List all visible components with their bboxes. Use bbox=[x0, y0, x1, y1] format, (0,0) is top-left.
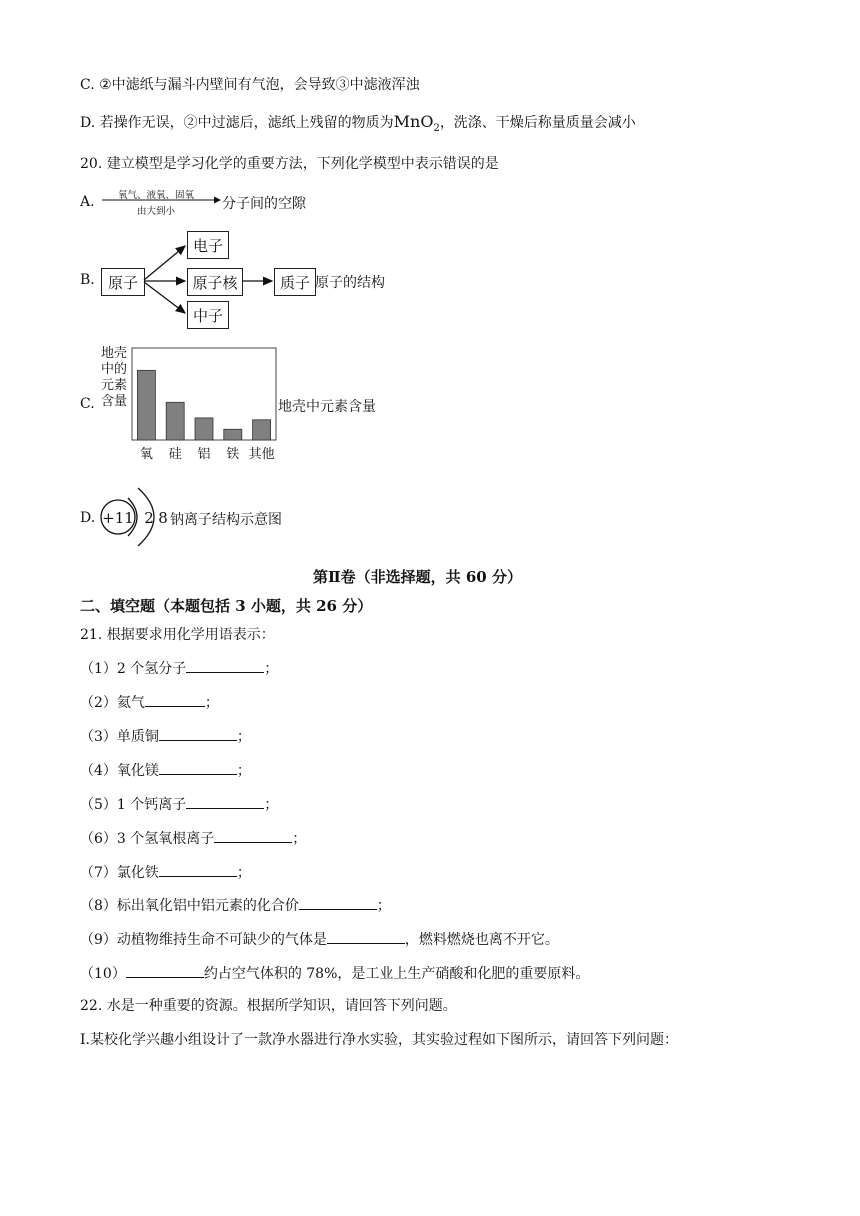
q19-option-d-text: D. 若操作无误，②中过滤后，滤纸上残留的物质为 bbox=[80, 115, 394, 131]
q19-option-d bbox=[80, 112, 636, 134]
nucleus-charge: +11 bbox=[102, 509, 134, 527]
q20-stem: 20. 建立模型是学习化学的重要方法，下列化学模型中表示错误的是 bbox=[80, 156, 499, 172]
answer-blank[interactable] bbox=[186, 794, 264, 809]
q21-item bbox=[80, 794, 278, 814]
crust-element-chart bbox=[96, 344, 278, 466]
q20-option-c-caption: 地壳中元素含量 bbox=[278, 399, 376, 415]
y-axis-label-line: 地壳 bbox=[100, 346, 128, 361]
q21-item bbox=[80, 760, 251, 780]
q20-option-c-letter: C. bbox=[80, 396, 95, 412]
sodium-ion-diagram bbox=[98, 478, 173, 556]
q21-item-prompt: （1）2 个氢分子 bbox=[80, 661, 187, 677]
q21-item-suffix: ； bbox=[236, 763, 251, 779]
q20-option-b-letter: B. bbox=[80, 272, 95, 288]
q21-item-prompt: （10） bbox=[80, 966, 126, 982]
q21-item-prompt: （3）单质铜 bbox=[80, 729, 159, 745]
answer-blank[interactable] bbox=[214, 828, 292, 843]
q21-item-prompt: （8）标出氧化铝中铝元素的化合价 bbox=[80, 898, 299, 914]
mno2-formula: MnO bbox=[393, 112, 434, 131]
x-tick-label: 铝 bbox=[197, 447, 211, 462]
answer-blank[interactable] bbox=[145, 692, 205, 707]
q21-item-suffix: ； bbox=[236, 729, 251, 745]
chart-bar bbox=[195, 418, 213, 440]
q21-item bbox=[80, 895, 391, 915]
neutron-box: 中子 bbox=[187, 301, 229, 329]
shell-2-electrons: 8 bbox=[158, 509, 168, 527]
q21-stem: 21. 根据要求用化学用语表示： bbox=[80, 627, 275, 643]
q21-item-suffix: 约占空气体积的 78%，是工业上生产硝酸和化肥的重要原料。 bbox=[203, 966, 590, 982]
q21-item-prompt: （4）氧化镁 bbox=[80, 763, 159, 779]
q21-item-suffix: ； bbox=[376, 898, 391, 914]
x-tick-label: 铁 bbox=[226, 447, 240, 462]
chart-bar bbox=[137, 370, 155, 440]
q20-option-d-caption: 钠离子结构示意图 bbox=[170, 512, 282, 528]
chart-bar bbox=[253, 420, 271, 440]
x-tick-label: 其他 bbox=[248, 447, 275, 462]
q21-item bbox=[80, 862, 251, 882]
arrow-bottom-label: 由大到小 bbox=[137, 206, 176, 217]
q21-item-prompt: （5）1 个钙离子 bbox=[80, 797, 187, 813]
q21-item-suffix: ； bbox=[264, 661, 279, 677]
answer-blank[interactable] bbox=[186, 658, 264, 673]
q21-item-suffix: ； bbox=[236, 865, 251, 881]
shell-1-electrons: 2 bbox=[144, 509, 154, 527]
x-tick-label: 硅 bbox=[168, 447, 182, 462]
q21-item-suffix: ，燃料燃烧也离不开它。 bbox=[404, 932, 559, 948]
answer-blank[interactable] bbox=[159, 862, 237, 877]
q20-option-d-letter: D. bbox=[80, 510, 96, 526]
q22-stem: 22. 水是一种重要的资源。根据所学知识，请回答下列问题。 bbox=[80, 998, 457, 1014]
arrow-top-label: 氧气、液氧、固氧 bbox=[118, 190, 195, 201]
q21-item-prompt: （9）动植物维持生命不可缺少的气体是 bbox=[80, 932, 327, 948]
answer-blank[interactable] bbox=[159, 760, 237, 775]
q21-item bbox=[80, 726, 251, 746]
atom-box: 原子 bbox=[101, 268, 145, 296]
atom-structure-arrows bbox=[143, 236, 278, 326]
proton-box: 质子 bbox=[274, 268, 316, 296]
chart-bar bbox=[166, 402, 184, 440]
volume-title: 第Ⅱ卷（非选择题，共 60 分） bbox=[313, 568, 522, 586]
q21-item bbox=[80, 692, 219, 712]
mno2-subscript: 2 bbox=[433, 122, 440, 134]
q20-option-a-letter: A. bbox=[80, 194, 95, 210]
q21-item-prompt: （2）氦气 bbox=[80, 695, 145, 711]
q19-option-c: C. ②中滤纸与漏斗内壁间有气泡，会导致③中滤液浑浊 bbox=[80, 77, 420, 93]
q19-option-d-tail: ，洗涤、干燥后称量质量会减小 bbox=[439, 115, 636, 131]
q21-item-prompt: （6）3 个氢氧根离子 bbox=[80, 831, 215, 847]
q20-option-a-caption: 分子间的空隙 bbox=[222, 196, 306, 212]
q21-item bbox=[80, 828, 306, 848]
y-axis-label-line: 元素 bbox=[100, 378, 128, 393]
q21-item-suffix: ； bbox=[264, 797, 279, 813]
q21-item-suffix: ； bbox=[204, 695, 219, 711]
answer-blank[interactable] bbox=[159, 726, 237, 741]
q20-option-b-caption: 原子的结构 bbox=[315, 275, 385, 291]
q21-item bbox=[80, 929, 559, 949]
q21-item bbox=[80, 963, 589, 983]
part-title: 二、填空题（本题包括 3 小题，共 26 分） bbox=[80, 597, 373, 615]
q21-item bbox=[80, 658, 278, 678]
chart-bar bbox=[224, 429, 242, 440]
x-tick-label: 氧 bbox=[139, 447, 153, 462]
q22-part-one: Ⅰ.某校化学兴趣小组设计了一款净水器进行净水实验，其实验过程如下图所示，请回答下列问题： bbox=[80, 1032, 678, 1048]
q21-item-prompt: （7）氯化铁 bbox=[80, 865, 159, 881]
y-axis-label-line: 中的 bbox=[100, 362, 128, 377]
answer-blank[interactable] bbox=[299, 895, 377, 910]
electron-box: 电子 bbox=[187, 231, 229, 259]
nucleus-box: 原子核 bbox=[187, 268, 243, 296]
answer-blank[interactable] bbox=[126, 963, 204, 978]
y-axis-label-line: 含量 bbox=[100, 394, 128, 409]
answer-blank[interactable] bbox=[327, 929, 405, 944]
q21-item-suffix: ； bbox=[292, 831, 307, 847]
